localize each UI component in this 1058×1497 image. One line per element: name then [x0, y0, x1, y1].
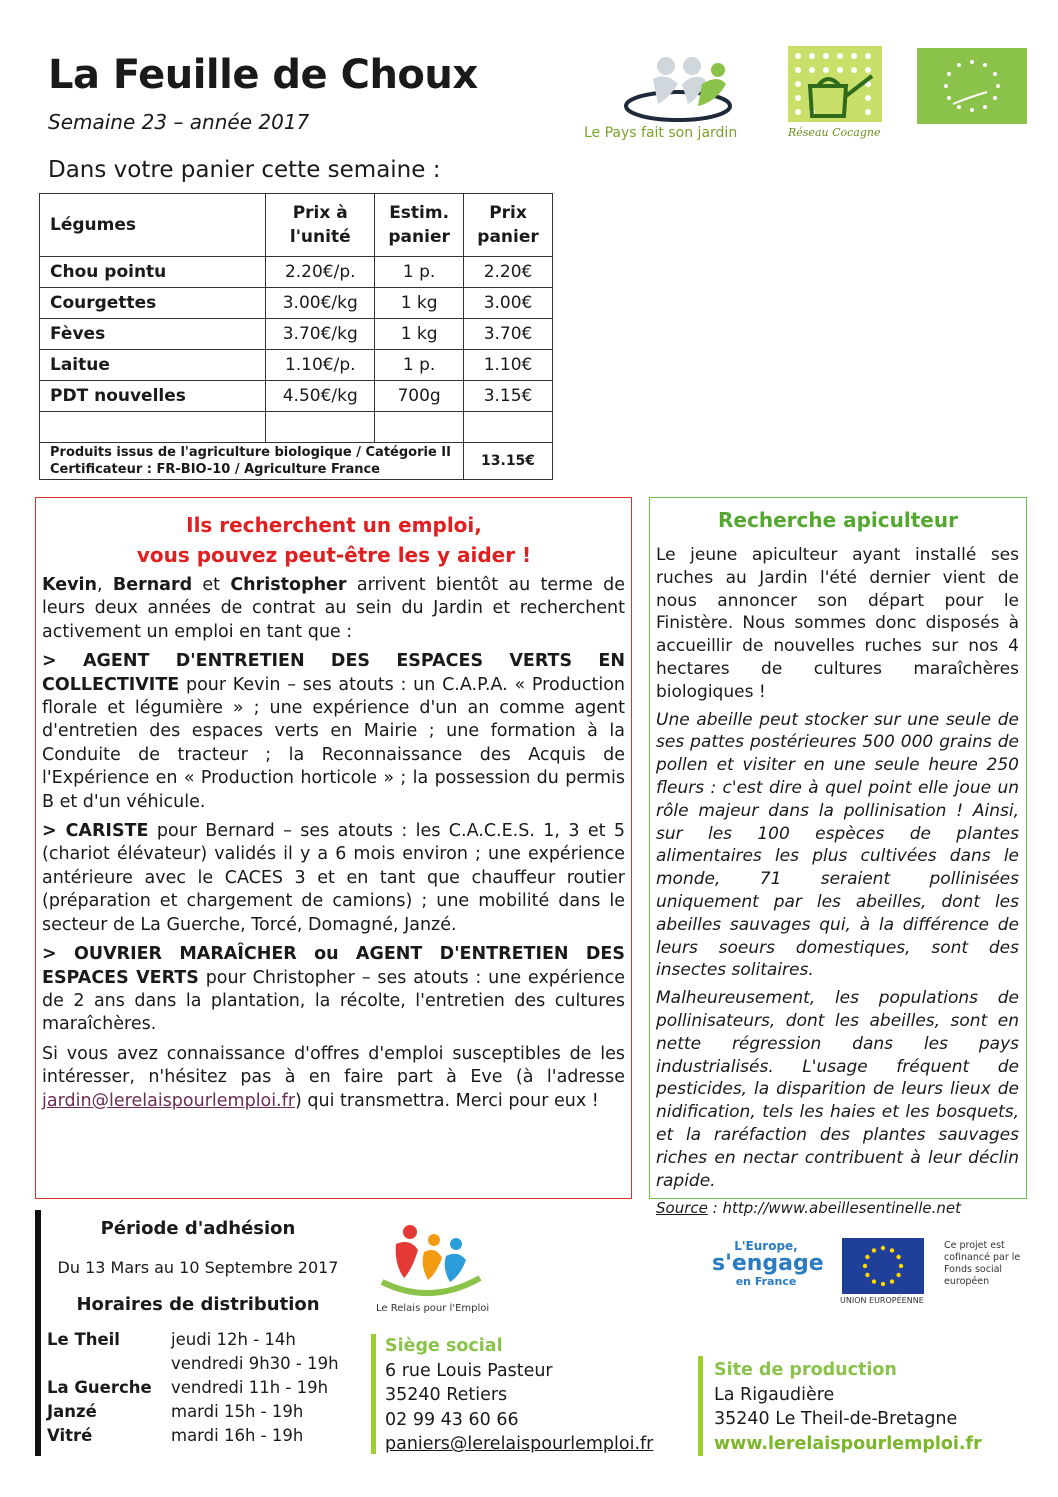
empty-cell [266, 412, 375, 443]
table-header-row [40, 194, 553, 257]
job-description: pour Christopher – ses atouts : une expérience de 2 ans dans la plantation, la récolte, l'entretien des cultures maraîchères. [42, 967, 625, 1035]
table-row [40, 257, 553, 288]
unit-price: 4.50€/kg [266, 381, 375, 412]
schedule-row [47, 1400, 367, 1424]
relais-emploi-caption: Le Relais pour l'Emploi [376, 1303, 490, 1314]
table-footer-row [40, 443, 553, 480]
col-header-basket-price: Prix panier [464, 194, 553, 257]
distribution-schedule [47, 1328, 367, 1448]
europe-engage-logo: L'Europe, s'engage en France [712, 1239, 824, 1288]
head-office-email-link[interactable]: paniers@lerelaispourlemploi.fr [385, 1434, 654, 1454]
table-row [40, 319, 553, 350]
schedule-place: Vitré [47, 1426, 93, 1445]
job-description: pour Kevin – ses atouts : un C.A.P.A. « Production florale et légumière » ; une expérience d'un an comme agent d'entretien des espaces verts en Mairie ; une formation à la Conduite de tracteur ; la Reconnaissance des Acquis de l'Expérience en « Production horticole » ; la possession du permis B et d'un véhicule. [42, 674, 625, 812]
schedule-times: mardi 16h - 19h [171, 1426, 304, 1445]
vegetable-name: Laitue [40, 350, 266, 381]
production-site-name: La Rigaudière [714, 1384, 835, 1405]
job-closing: Si vous avez connaissance d'offres d'emploi susceptibles de les intéresser, n'hésitez pas à en faire part à Eve (à l'adresse jardin@lerelaispourlemploi.fr) qui transmettra. Merci pour eux ! [42, 1043, 625, 1111]
basket-estimate: 1 p. [375, 257, 464, 288]
unit-price: 3.00€/kg [266, 288, 375, 319]
schedule-row [47, 1424, 367, 1448]
relais-emploi-logo [376, 1220, 486, 1310]
source-citation [656, 1197, 1019, 1220]
membership-period-dates: Du 13 Mars au 10 Septembre 2017 [57, 1258, 339, 1277]
col-header-basket-estimate: Estim. panier [375, 194, 464, 257]
distribution-hours-heading: Horaires de distribution [76, 1294, 320, 1315]
vegetable-name: PDT nouvelles [40, 381, 266, 412]
schedule-place: Le Theil [47, 1330, 120, 1349]
job-intro: Kevin, Bernard et Christopher arrivent bientôt au terme de leurs deux années de contrat au sein du Jardin et recherchent activement un emploi en tant que : [42, 575, 625, 642]
job-offer-3 [42, 943, 625, 1037]
job-search-body [42, 574, 625, 1119]
vegetable-name: Fèves [40, 319, 266, 350]
basket-estimate: 700g [375, 381, 464, 412]
unit-price: 1.10€/p. [266, 350, 375, 381]
pays-jardin-caption: Le Pays fait son jardin [584, 125, 738, 141]
reseau-cocagne-logo [788, 46, 882, 122]
candidate-name: Kevin [42, 575, 97, 595]
production-site-block [714, 1358, 982, 1456]
job-title: > AGENT D'ENTRETIEN DES ESPACES VERTS EN COLLECTIVITE [42, 651, 625, 695]
candidate-name: Christopher [230, 575, 347, 595]
production-site-heading: Site de production [714, 1360, 897, 1380]
job-offer-1 [42, 650, 625, 814]
table-row [40, 381, 553, 412]
head-office-block [385, 1334, 653, 1457]
head-office-heading: Siège social [385, 1336, 503, 1356]
job-description: pour Bernard – ses atouts : les C.A.C.E.S. 1, 3 et 5 (chariot élévateur) validés il y a 6 mois environ ; une expérience antérieure avec le CACES 3 et en tant que chauffeur routier (préparation et chargement de camions) ; une mobilité dans le secteur de La Guerche, Torcé, Domagné, Janzé. [42, 821, 626, 935]
empty-cell [40, 412, 266, 443]
job-heading-line-1: Ils recherchent un emploi, [186, 513, 482, 537]
certification-line-1: Produits issus de l'agriculture biologique / Catégorie II [50, 445, 451, 460]
schedule-place: La Guerche [47, 1378, 152, 1397]
job-heading-line-2: vous pouvez peut-être les y aider ! [136, 543, 532, 567]
pollinator-decline-paragraph: Malheureusement, les populations de pollinisateurs, dont les abeilles, sont en nette régression dans les pays industrialisés. L'usage fréquent de pesticides, la disparition de leurs lieux de nidification, tels les haies et les bosquets, et la raréfaction des plantes sauvages riches en nectar contribuent à leur déclin rapide. [656, 988, 1019, 1191]
basket-price: 3.00€ [464, 288, 553, 319]
eu-caption: UNION EUROPÉENNE [840, 1296, 924, 1305]
basket-total: 13.15€ [464, 443, 553, 480]
basket-price: 3.70€ [464, 319, 553, 350]
table-row-empty [40, 412, 553, 443]
basket-heading: Dans votre panier cette semaine : [48, 157, 441, 183]
head-office-street: 6 rue Louis Pasteur [385, 1360, 553, 1381]
certification-line-2: Certificateur : FR-BIO-10 / Agriculture France [50, 462, 380, 477]
col-header-unit-price: Prix à l'unité [266, 194, 375, 257]
vegetable-basket-table [39, 193, 553, 480]
schedule-times: mardi 15h - 19h [171, 1402, 304, 1421]
beekeeper-heading: Recherche apiculteur [718, 508, 958, 532]
eu-flag-icon [842, 1238, 924, 1294]
job-offer-2 [42, 820, 625, 937]
empty-cell [464, 412, 553, 443]
membership-period-heading: Période d'adhésion [100, 1218, 296, 1239]
table-row [40, 288, 553, 319]
organic-certification-note [40, 443, 464, 480]
basket-estimate: 1 kg [375, 319, 464, 350]
col-header-vegetables: Légumes [40, 194, 266, 257]
empty-cell [375, 412, 464, 443]
head-office-city: 35240 Retiers [385, 1385, 508, 1405]
vegetable-name: Chou pointu [40, 257, 266, 288]
job-title: > OUVRIER MARAÎCHER ou AGENT D'ENTRETIEN DES ESPACES VERTS [42, 944, 625, 988]
basket-price: 3.15€ [464, 381, 553, 412]
basket-estimate: 1 kg [375, 288, 464, 319]
source-url: : http://www.abeillesentinelle.net [707, 1199, 961, 1218]
newsletter-title: La Feuille de Choux [48, 52, 478, 98]
basket-price: 2.20€ [464, 257, 553, 288]
schedule-row [47, 1376, 367, 1400]
basket-estimate: 1 p. [375, 350, 464, 381]
unit-price: 3.70€/kg [266, 319, 375, 350]
job-title: > CARISTE [42, 821, 149, 842]
job-search-heading [36, 510, 632, 570]
fse-cofinancing-note: Ce projet est cofinancé par le Fonds social européen [944, 1240, 1021, 1287]
eu-organic-leaf-logo [917, 48, 1027, 124]
vegetable-name: Courgettes [40, 288, 266, 319]
schedule-row [47, 1328, 367, 1376]
schedule-times: jeudi 12h - 14h vendredi 9h30 - 19h [171, 1330, 339, 1373]
schedule-place: Janzé [47, 1402, 97, 1421]
schedule-times: vendredi 11h - 19h [171, 1378, 329, 1397]
siege-accent-bar [371, 1334, 376, 1454]
production-site-city: 35240 Le Theil-de-Bretagne [714, 1409, 958, 1429]
left-accent-bar [35, 1210, 41, 1456]
bee-facts-paragraph: Une abeille peut stocker sur une seule de ses pattes postérieures 500 000 grains de pollen et visiter en une seule heure 250 fleurs : c'est dire à quel point elle joue un rôle majeur dans la pollinisation ! Ainsi, sur les 100 espèces de plantes alimentaires les plus cultivées dans le monde, 71 seraient pollinisées uniquement par les abeilles, dont les abeilles sauvages qui, à la différence de leurs soeurs domestiques, sont des insectes solitaires. [656, 709, 1019, 981]
website-link[interactable]: www.lerelaispourlemploi.fr [714, 1433, 982, 1454]
jardin-email-link[interactable]: jardin@lerelaispourlemploi.fr [42, 1090, 296, 1111]
reseau-cocagne-caption: Réseau Cocagne [788, 126, 881, 139]
candidate-name: Bernard [112, 575, 193, 595]
site-accent-bar [698, 1356, 703, 1456]
basket-price: 1.10€ [464, 350, 553, 381]
source-label: Source [656, 1199, 708, 1218]
week-subtitle: Semaine 23 – année 2017 [48, 110, 310, 134]
table-row [40, 350, 553, 381]
head-office-phone[interactable]: 02 99 43 60 66 [385, 1409, 519, 1430]
unit-price: 2.20€/p. [266, 257, 375, 288]
beekeeper-paragraph: Le jeune apiculteur ayant installé ses ruches au Jardin l'été dernier vient de nous annoncer son départ pour le Finistère. Nous sommes donc disposés à accueillir de nouvelles ruches sur nos 4 hectares de cultures maraîchères biologiques ! [656, 545, 1019, 702]
beekeeper-body [656, 544, 1019, 1225]
